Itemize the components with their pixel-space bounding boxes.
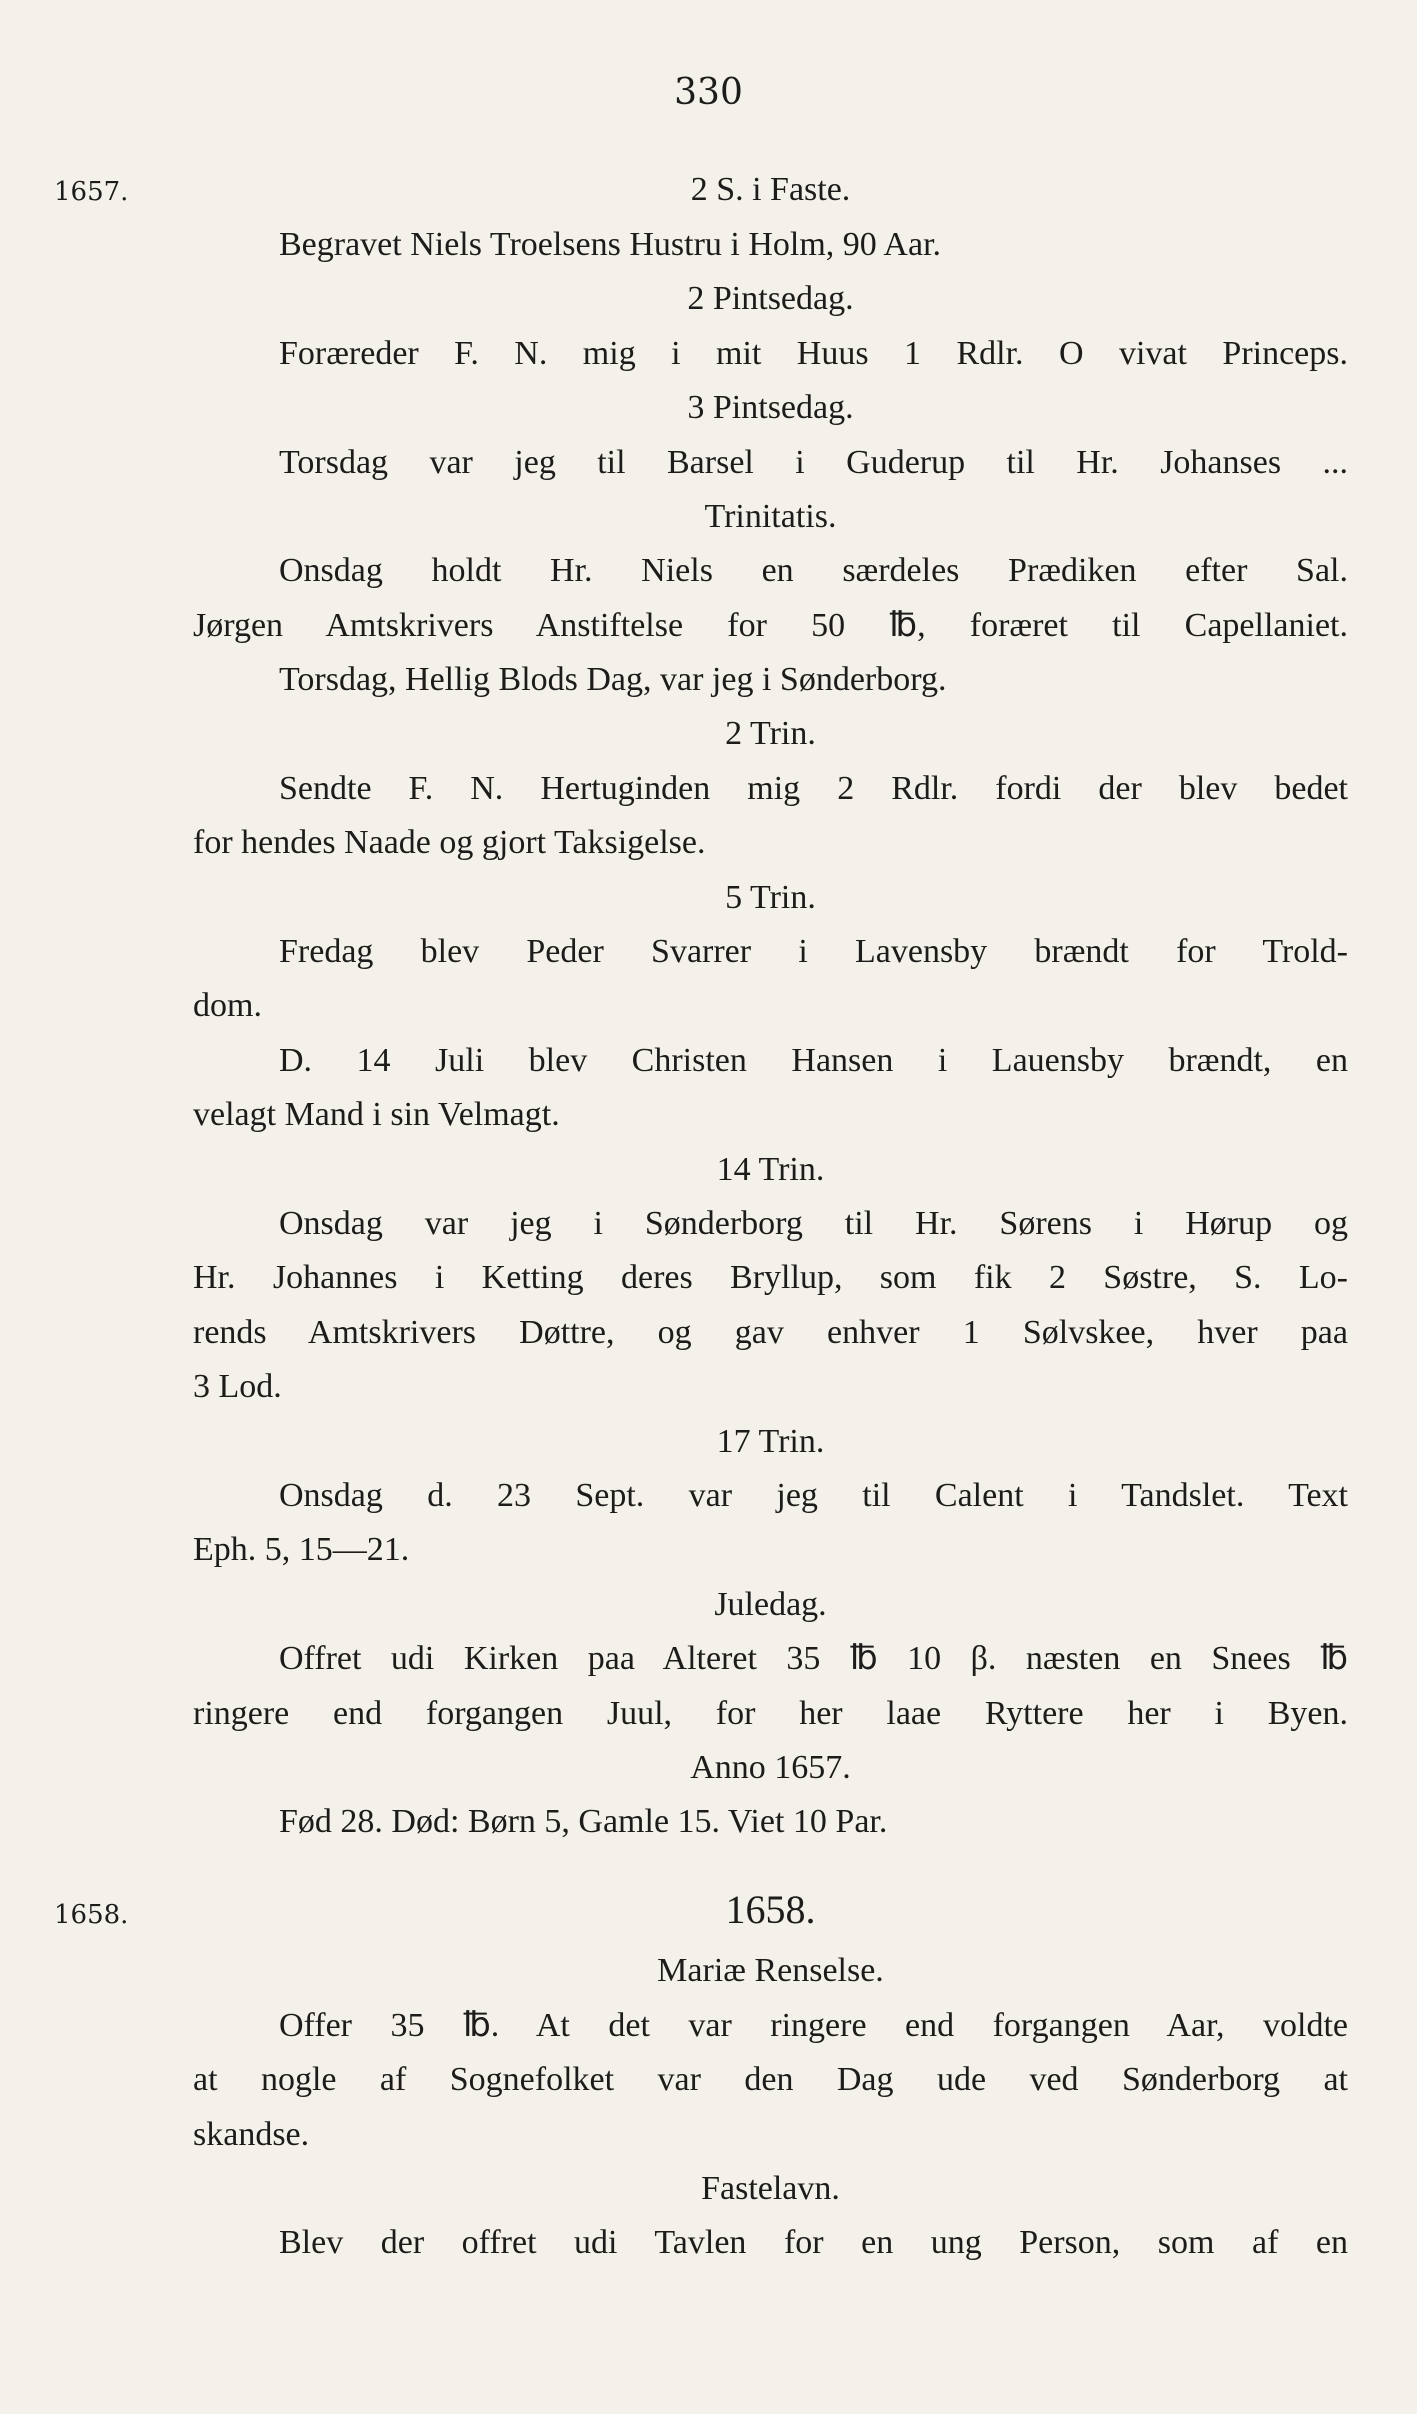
text-line: Offret udi Kirken paa Alteret 35 ℔ 10 β. næsten en Snees ℔ bbox=[279, 1640, 1348, 1677]
heading-line: 2 Trin. bbox=[725, 715, 816, 752]
margin-year-1658: 1658. bbox=[54, 1900, 129, 1930]
heading-line: 5 Trin. bbox=[725, 879, 816, 916]
margin-year-1657: 1657. bbox=[54, 177, 129, 207]
text-line: ringere end forgangen Juul, for her laae Ryttere her i Byen. bbox=[193, 1695, 1348, 1732]
heading-line: 17 Trin. bbox=[716, 1423, 825, 1460]
text-line: D. 14 Juli blev Christen Hansen i Lauensby brændt, en bbox=[279, 1042, 1348, 1079]
text-line: rends Amtskrivers Døttre, og gav enhver 1 Sølvskee, hver paa bbox=[193, 1314, 1348, 1351]
text-line: Offer 35 ℔. At det var ringere end forgangen Aar, voldte bbox=[279, 2007, 1348, 2044]
text-line: Torsdag, Hellig Blods Dag, var jeg i Sønderborg. bbox=[279, 661, 947, 698]
text-line: Onsdag var jeg i Sønderborg til Hr. Sørens i Hørup og bbox=[279, 1205, 1348, 1242]
text-line: skandse. bbox=[193, 2116, 310, 2153]
page-number: 330 bbox=[674, 72, 743, 113]
year-heading: 1658. bbox=[725, 1887, 816, 1932]
heading-line: 2 Pintsedag. bbox=[687, 280, 854, 317]
text-line: 3 Lod. bbox=[193, 1368, 282, 1405]
text-line: Foræreder F. N. mig i mit Huus 1 Rdlr. O vivat Princeps. bbox=[279, 335, 1348, 372]
heading-line: 2 S. i Faste. bbox=[690, 171, 851, 208]
heading-line: Fastelavn. bbox=[701, 2170, 840, 2207]
text-line: Fød 28. Død: Børn 5, Gamle 15. Viet 10 Par. bbox=[279, 1803, 888, 1840]
text-line: Blev der offret udi Tavlen for en ung Person, som af en bbox=[279, 2224, 1348, 2261]
text-line: Begravet Niels Troelsens Hustru i Holm, 90 Aar. bbox=[279, 226, 942, 263]
heading-line: 3 Pintsedag. bbox=[687, 389, 854, 426]
text-line: Onsdag d. 23 Sept. var jeg til Calent i Tandslet. Text bbox=[279, 1477, 1348, 1514]
heading-line: Mariæ Renselse. bbox=[657, 1952, 884, 1989]
heading-line: Juledag. bbox=[714, 1586, 827, 1623]
text-line: for hendes Naade og gjort Taksigelse. bbox=[193, 824, 706, 861]
heading-line: Anno 1657. bbox=[690, 1749, 851, 1786]
heading-line: Trinitatis. bbox=[704, 498, 837, 535]
text-line: Hr. Johannes i Ketting deres Bryllup, som fik 2 Søstre, S. Lo- bbox=[193, 1259, 1348, 1296]
text-line: Jørgen Amtskrivers Anstiftelse for 50 ℔, foræret til Capellaniet. bbox=[193, 607, 1348, 644]
text-line: Sendte F. N. Hertuginden mig 2 Rdlr. fordi der blev bedet bbox=[279, 770, 1348, 807]
text-line: Onsdag holdt Hr. Niels en særdeles Prædiken efter Sal. bbox=[279, 552, 1348, 589]
text-line: velagt Mand i sin Velmagt. bbox=[193, 1096, 560, 1133]
heading-line: 14 Trin. bbox=[716, 1151, 825, 1188]
text-line: Eph. 5, 15—21. bbox=[193, 1531, 410, 1568]
text-line: Torsdag var jeg til Barsel i Guderup til Hr. Johanses ... bbox=[279, 444, 1348, 481]
text-line: at nogle af Sognefolket var den Dag ude ved Sønderborg at bbox=[193, 2061, 1348, 2098]
text-line: dom. bbox=[193, 987, 262, 1024]
text-line: Fredag blev Peder Svarrer i Lavensby brændt for Trold- bbox=[279, 933, 1348, 970]
